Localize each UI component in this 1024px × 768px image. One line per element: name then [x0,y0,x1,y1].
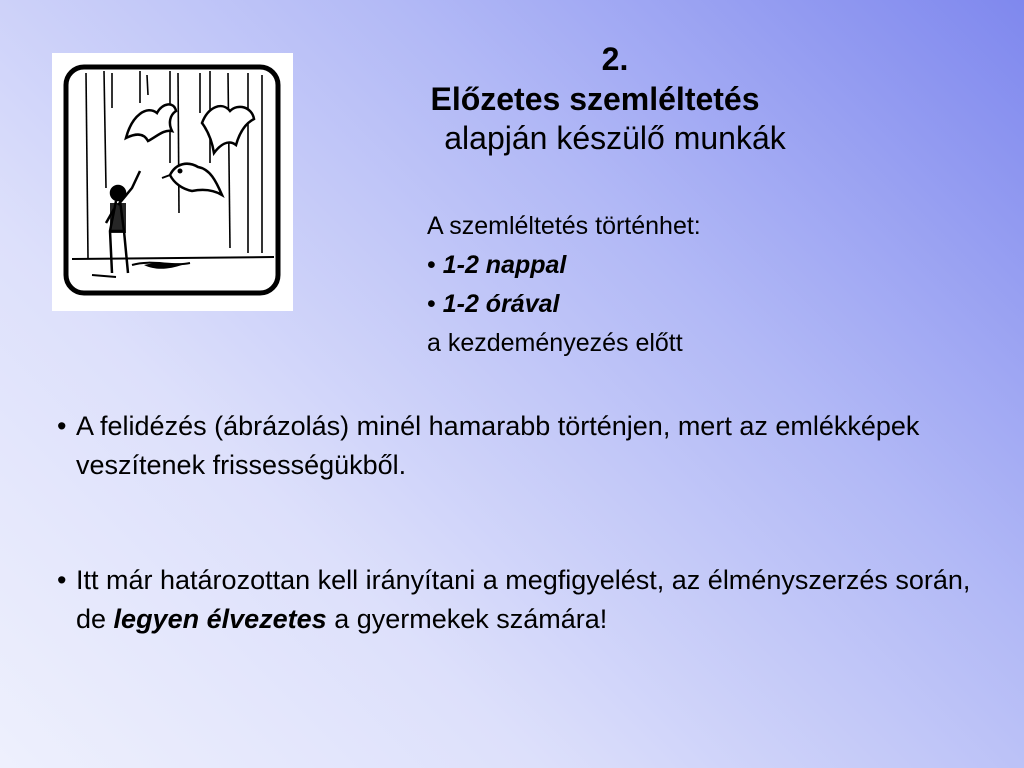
timing-item-label: 1-2 nappal [442,251,567,279]
bullet-text: A felidézés (ábrázolás) minél hamarabb történjen, mert az emlékképek veszítenek frissességükből. [76,411,920,480]
title-number: 2. [601,41,629,77]
timing-outro: a kezdeményezés előtt [427,329,683,357]
bullet-item [57,561,977,639]
main-bullet-list [57,407,977,639]
bullet-item [57,407,977,485]
bullet-symbol: • [57,411,67,441]
bullet-text-before: Itt már határozottan kell irányítani a megfigyelést, az élményszerzés során, de [76,565,971,634]
title-subtitle: alapján készülő munkák [444,120,786,156]
bullet-symbol: • [57,565,67,595]
bullet-symbol: • [427,290,436,318]
child-watching-birds-icon [52,53,293,311]
timing-item [427,246,701,285]
title-main: Előzetes szemléltetés [430,81,760,117]
bullet-emphasis: legyen élvezetes [113,604,327,634]
bullet-symbol: • [427,251,436,279]
slide-title [380,38,850,158]
child-with-birds-illustration [52,53,293,311]
bullet-text-after: a gyermekek számára! [326,604,608,634]
timing-intro: A szemléltetés történhet: [427,212,701,240]
timing-item-label: 1-2 órával [442,290,560,318]
timing-note [427,207,701,363]
timing-item [427,285,701,324]
